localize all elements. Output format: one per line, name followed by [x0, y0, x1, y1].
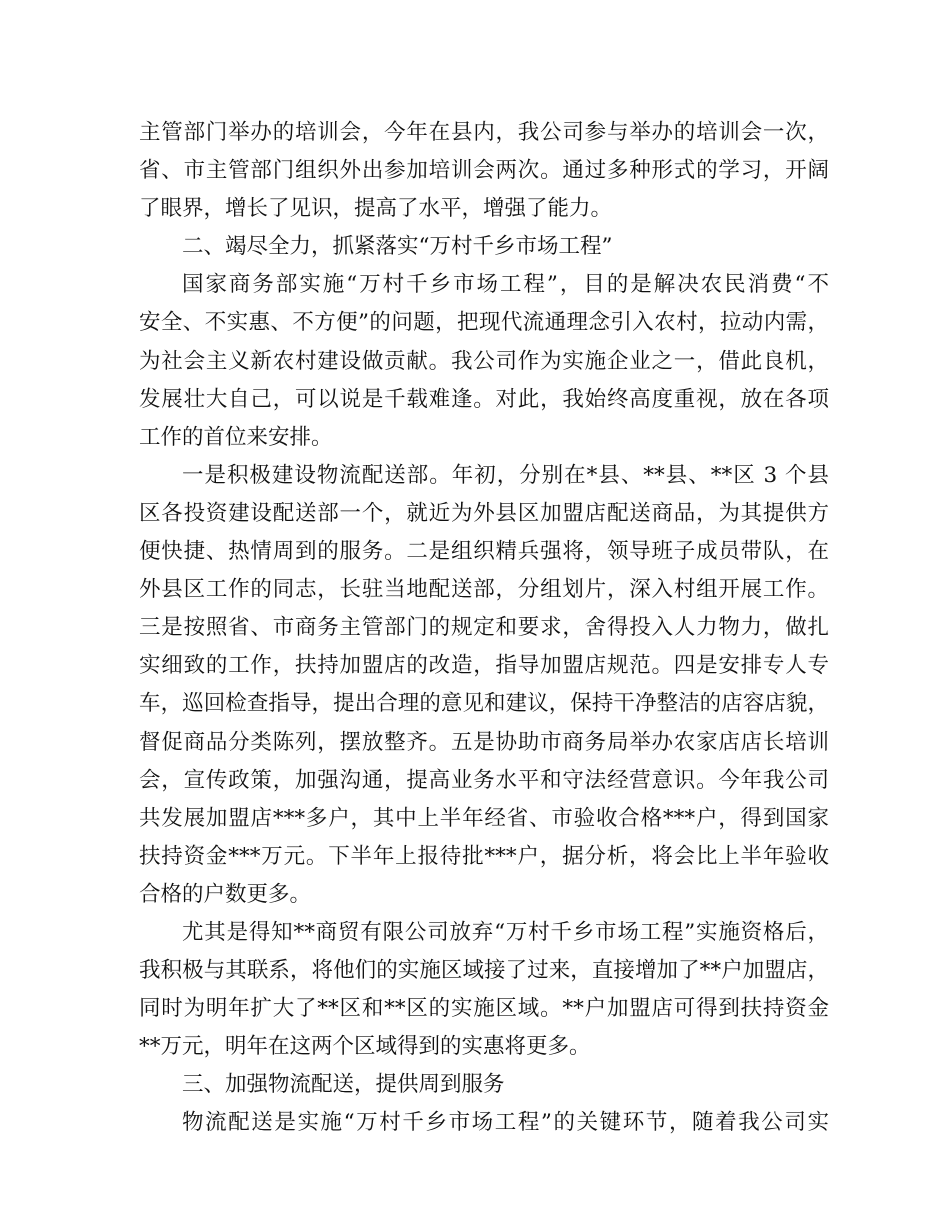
- text-line: 会，宣传政策，加强沟通，提高业务水平和守法经营意识。今年我公司: [139, 767, 829, 793]
- text-line: 省、市主管部门组织外出参加培训会两次。通过多种形式的学习，开阔: [139, 158, 829, 184]
- text-line: 我积极与其联系，将他们的实施区域接了过来，直接增加了**户加盟店，: [139, 958, 829, 984]
- paragraph-start: 国家商务部实施“万村千乡市场工程”，目的是解决农民消费“不: [182, 272, 829, 298]
- text-line: 安全、不实惠、不方便”的问题，把现代流通理念引入农村，拉动内需，: [139, 310, 829, 336]
- text-line: 合格的户数更多。: [139, 881, 312, 907]
- text-line: 主管部门举办的培训会，今年在县内，我公司参与举办的培训会一次，: [139, 120, 829, 145]
- text-line: 外县区工作的同志，长驻当地配送部，分组划片，深入村组开展工作。: [139, 577, 829, 603]
- text-line: 了眼界，增长了见识，提高了水平，增强了能力。: [139, 196, 613, 222]
- text-line: 为社会主义新农村建设做贡献。我公司作为实施企业之一，借此良机，: [139, 348, 829, 374]
- text-line: 扶持资金***万元。下半年上报待批***户，据分析，将会比上半年验收: [139, 843, 829, 869]
- text-line: 实细致的工作，扶持加盟店的改造，指导加盟店规范。四是安排专人专: [139, 653, 829, 679]
- text-line: 发展壮大自己，可以说是千载难逢。对此，我始终高度重视，放在各项: [139, 386, 829, 412]
- text-line: 三是按照省、市商务主管部门的规定和要求，舍得投入人力物力，做扎: [139, 615, 829, 641]
- text-line: 共发展加盟店***多户，其中上半年经省、市验收合格***户，得到国家: [139, 805, 829, 831]
- text-line: **万元，明年在这两个区域得到的实惠将更多。: [139, 1034, 591, 1060]
- document-body: [139, 114, 829, 1143]
- text-line: 督促商品分类陈列，摆放整齐。五是协助市商务局举办农家店店长培训: [139, 729, 829, 755]
- text-line: 工作的首位来安排。: [139, 424, 333, 450]
- text-line: 区各投资建设配送部一个，就近为外县区加盟店配送商品，为其提供方: [139, 500, 829, 526]
- text-line: 同时为明年扩大了**区和**区的实施区域。**户加盟店可得到扶持资金: [139, 996, 829, 1022]
- section-heading: 二、竭尽全力，抓紧落实“万村千乡市场工程”: [182, 234, 613, 260]
- section-heading: 三、加强物流配送，提供周到服务: [182, 1072, 505, 1098]
- paragraph-start: 尤其是得知**商贸有限公司放弃“万村千乡市场工程”实施资格后，: [182, 919, 829, 945]
- text-line: 便快捷、热情周到的服务。二是组织精兵强将，领导班子成员带队，在: [139, 539, 829, 565]
- paragraph-start: 物流配送是实施“万村千乡市场工程”的关键环节，随着我公司实: [182, 1110, 829, 1136]
- paragraph-start: 一是积极建设物流配送部。年初，分别在*县、**县、**区 3 个县: [182, 462, 829, 488]
- text-line: 车，巡回检查指导，提出合理的意见和建议，保持干净整洁的店容店貌，: [139, 691, 829, 717]
